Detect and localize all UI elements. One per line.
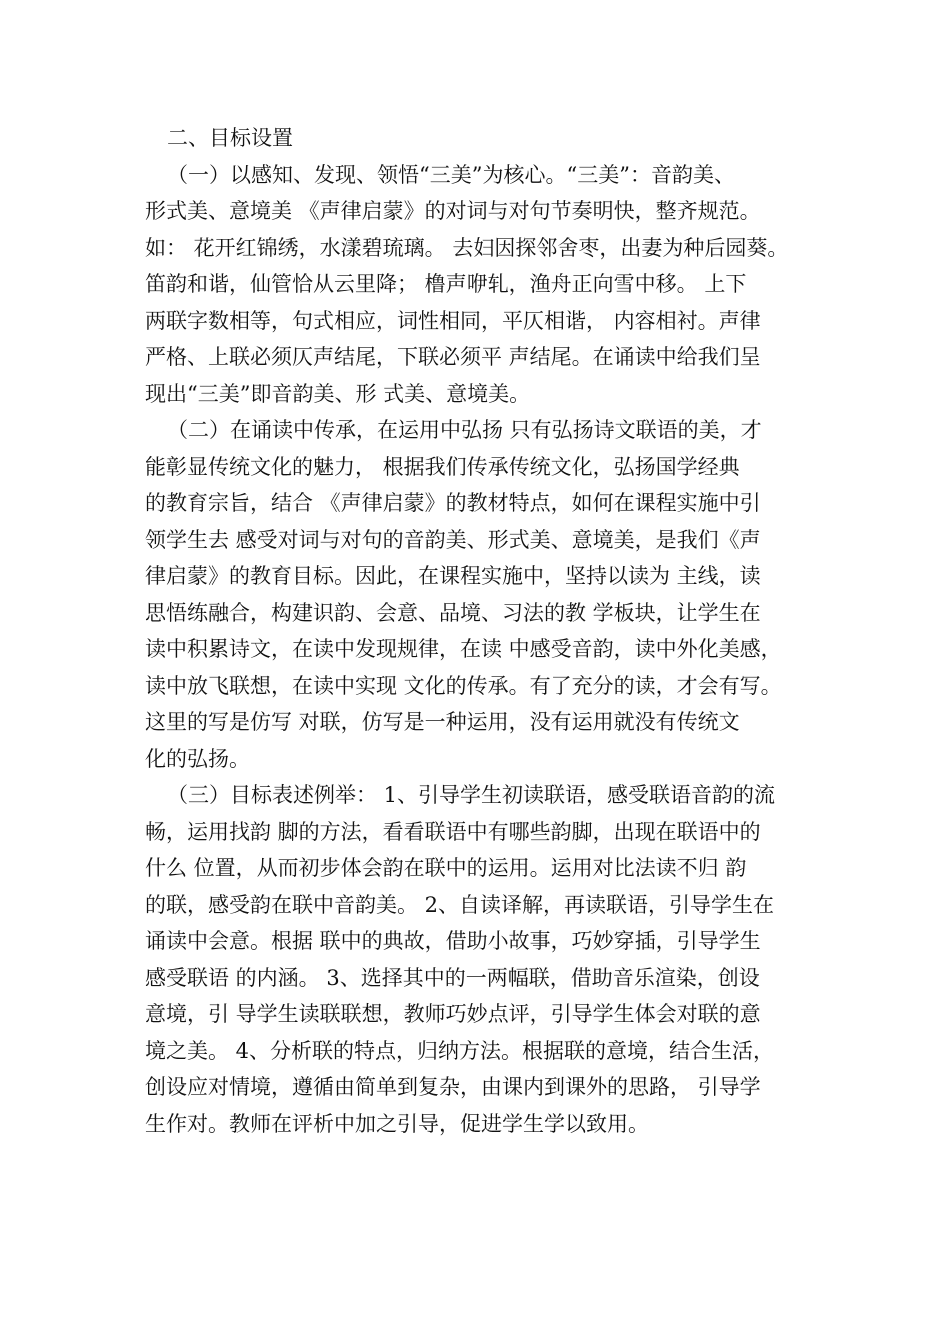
paragraph-line: 两联字数相等，句式相应，词性相同，平仄相谐， 内容相衬。声律 — [145, 308, 761, 333]
paragraph-line: 读中积累诗文，在读中发现规律，在读 中感受音韵，读中外化美感， — [145, 637, 782, 661]
paragraph-line: 领学生去 感受对词与对句的音韵美、形式美、意境美，是我们《声 — [145, 527, 761, 552]
paragraph-line: 律启蒙》的教育目标。因此，在课程实施中，坚持以读为 主线，读 — [145, 564, 761, 588]
paragraph-line: （三）目标表述例举： 1、引导学生初读联语，感受联语音韵的流 — [167, 783, 776, 807]
paragraph-line: 的教育宗旨，结合 《声律启蒙》的教材特点，如何在课程实施中引 — [145, 491, 761, 515]
paragraph-line: 感受联语 的内涵。 3、选择其中的一两幅联，借助音乐渲染，创设 — [145, 965, 760, 990]
paragraph-line: 读中放飞联想，在读中实现 文化的传承。有了充分的读，才会有写。 — [145, 673, 782, 698]
paragraph-line: 笛韵和谐，仙管恰从云里降； 橹声咿轧，渔舟正向雪中移。 上下 — [145, 272, 747, 296]
paragraph-line: 意境，引 导学生读联联想，教师巧妙点评，引导学生体会对联的意 — [145, 1002, 761, 1026]
paragraph-line: 能彰显传统文化的魅力， 根据我们传承传统文化，弘扬国学经典 — [145, 454, 740, 479]
paragraph-line: 现出“三美”即音韵美、形 式美、意境美。 — [145, 381, 531, 406]
paragraph-line: 境之美。 4、分析联的特点，归纳方法。根据联的意境，结合生活， — [145, 1038, 775, 1063]
paragraph-line: 什么 位置，从而初步体会韵在联中的运用。运用对比法读不归 韵 — [145, 856, 747, 880]
paragraph-line: 创设应对情境，遵循由简单到复杂，由课内到课外的思路， 引导学 — [145, 1075, 761, 1099]
paragraph-line: 思悟练融合，构建识韵、会意、品境、习法的教 学板块，让学生在 — [145, 600, 761, 625]
paragraph-line: 形式美、意境美 《声律启蒙》的对词与对句节奏明快，整齐规范。 — [145, 199, 761, 223]
paragraph-line: 这里的写是仿写 对联，仿写是一种运用，没有运用就没有传统文 — [145, 710, 740, 734]
paragraph-line: （二）在诵读中传承，在运用中弘扬 只有弘扬诗文联语的美，才 — [167, 418, 762, 442]
paragraph-line: 生作对。教师在评析中加之引导，促进学生学以致用。 — [145, 1111, 649, 1136]
paragraph-line: 如： 花开红锦绣，水漾碧琉璃。 去妇因探邻舍枣，出妻为种后园葵。 — [145, 235, 789, 260]
document-body — [145, 120, 813, 1142]
paragraph-line: 畅，运用找韵 脚的方法，看看联语中有哪些韵脚，出现在联语中的 — [145, 819, 761, 844]
section-heading: 二、目标设置 — [167, 126, 293, 150]
paragraph-line: 严格、上联必须仄声结尾，下联必须平 声结尾。在诵读中给我们呈 — [145, 345, 761, 369]
paragraph-line: （一）以感知、发现、领悟“三美”为核心。“三美”：音韵美、 — [167, 162, 735, 187]
paragraph-line: 诵读中会意。根据 联中的典故，借助小故事，巧妙穿插，引导学生 — [145, 929, 761, 953]
paragraph-line: 的联，感受韵在联中音韵美。 2、自读译解，再读联语，引导学生在 — [145, 892, 775, 917]
paragraph-line: 化的弘扬。 — [145, 746, 250, 771]
